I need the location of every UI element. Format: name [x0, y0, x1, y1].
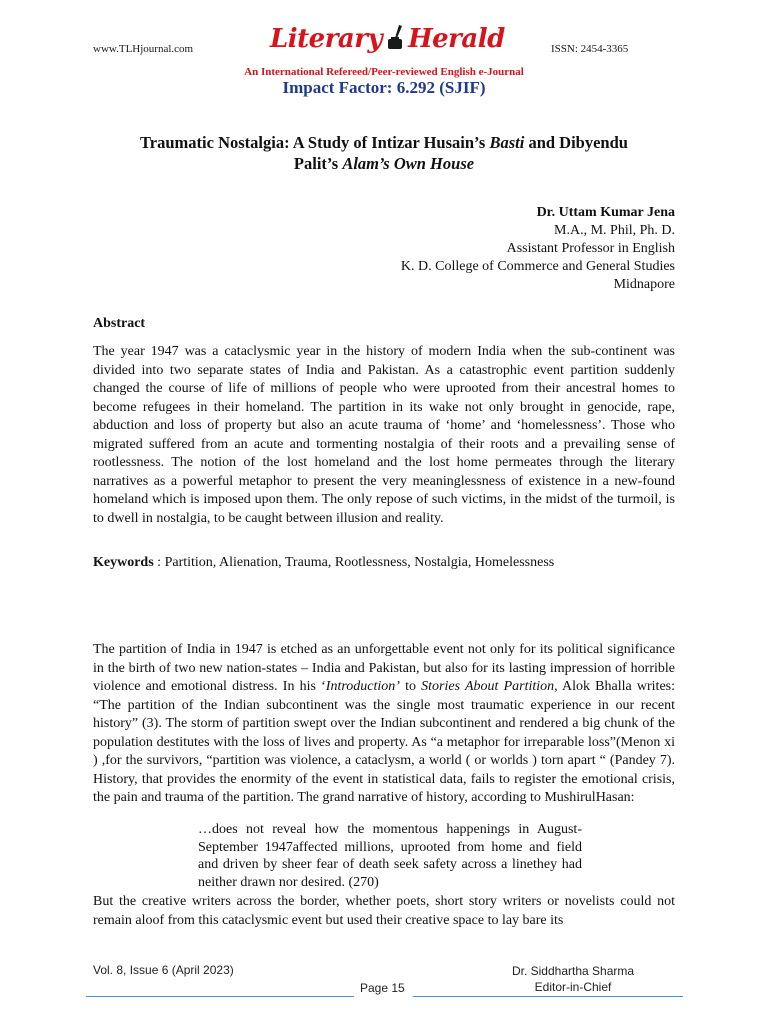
- body-paragraph: [93, 641, 675, 808]
- author-name: Dr. Uttam Kumar Jena: [536, 205, 675, 220]
- author-place: Midnapore: [613, 277, 675, 292]
- title-italic-alam: Alam’s Own House: [342, 154, 475, 173]
- footer-page-number: Page 15: [360, 981, 405, 995]
- body-paragraph-2: But the creative writers across the border, whether poets, short story writers or novelists could not remain aloof from this cataclysmic event but used their creative space to lay bare its: [93, 894, 675, 928]
- logo-word-literary: Literary: [270, 24, 383, 54]
- editor-name: Dr. Siddhartha Sharma: [511, 964, 635, 978]
- footer-rule-right: [413, 996, 683, 997]
- body-text: to: [399, 679, 422, 694]
- keywords: [93, 555, 554, 571]
- journal-url[interactable]: www.TLHjournal.com: [93, 43, 194, 55]
- italic-introduction: Introduction’: [325, 679, 400, 694]
- keywords-list: Partition, Alienation, Trauma, Rootlessness, Nostalgia, Homelessness: [164, 555, 555, 570]
- author-position: Assistant Professor in English: [506, 241, 675, 256]
- inkpot-quill-icon: [385, 24, 405, 50]
- title-part: Palit’s: [293, 154, 343, 173]
- journal-logo: [270, 24, 505, 54]
- author-college: K. D. College of Commerce and General Studies: [400, 259, 675, 274]
- abstract-heading: Abstract: [93, 316, 146, 331]
- title-italic-basti: Basti: [489, 133, 525, 152]
- editor-title: Editor-in-Chief: [534, 980, 612, 994]
- abstract-text: The year 1947 was a cataclysmic year in the history of modern India when the sub-continent was divided into two separate states of India and Pakistan. As a catastrophic event partition suddenly changed the course of life of millions of people who were uprooted from their ancestral homes to become refugees in their homeland. The partition in its wake not only brought in genocide, rape, abduction and loss of property but also an acute trauma of ‘home’ and ‘homelessness’. Those who migrated suffered from an acute and tormenting nostalgia of their roots and a prevailing sense of rootlessness. The notion of the lost homeland and the lost home permeates through the literary narratives as a powerful metaphor to present the very meaninglessness of existence in a new-found homeland which is imposed upon them. The only repose of such victims, in the midst of the turmoil, is to dwell in nostalgia, to be caught between illusion and reality.: [93, 344, 675, 526]
- italic-book-title: Stories About Partition: [421, 679, 555, 694]
- paper-title: [93, 132, 675, 174]
- issn-number: ISSN: 2454-3365: [551, 43, 629, 55]
- block-quote: …does not reveal how the momentous happenings in August-September 1947affected millions, uprooted from home and field and driven by sheer fear of death seek safety across a linethey had neither drawn nor desired. (270): [198, 822, 582, 890]
- footer-issue: Vol. 8, Issue 6 (April 2023): [93, 963, 234, 977]
- author-degrees: M.A., M. Phil, Ph. D.: [554, 223, 675, 238]
- logo-word-herald: Herald: [408, 24, 505, 54]
- keywords-separator: :: [153, 555, 165, 570]
- journal-subtitle: An International Refereed/Peer-reviewed English e-Journal: [244, 66, 524, 78]
- author-block: [401, 204, 675, 294]
- footer-rule-left: [86, 996, 354, 997]
- keywords-label: Keywords: [93, 555, 154, 570]
- body-text: , Alok Bhalla writes: “The partition of the Indian subcontinent was the single most traumatic experience in our recent history” (3). The storm of partition swept over the Indian subcontinent and rendered a big chunk of the population destitutes with the loss of lives and property. As “a metaphor for irreparable loss”(Menon xi ) ,for the survivors, “partition was violence, a cataclysm, a world ( or worlds ) torn apart “ (Pandey 7). History, that provides the enormity of the event in statistical data, fails to register the emotional crisis, the pain and trauma of the partition. The grand narrative of history, according to MushirulHasan:: [93, 679, 675, 805]
- title-part: Traumatic Nostalgia: A Study of Intizar Husain’s: [140, 133, 490, 152]
- footer-editor: [503, 963, 643, 995]
- impact-factor: Impact Factor: 6.292 (SJIF): [282, 78, 486, 97]
- body-text: The partition of India in 1947 is etched as an unforgettable event not only for its political significance in the birth of two new nation-states – India and Pakistan, but also for its lasting impression of horrible violence and emotional distress. In his ‘: [93, 642, 675, 694]
- title-part: and Dibyendu: [524, 133, 628, 152]
